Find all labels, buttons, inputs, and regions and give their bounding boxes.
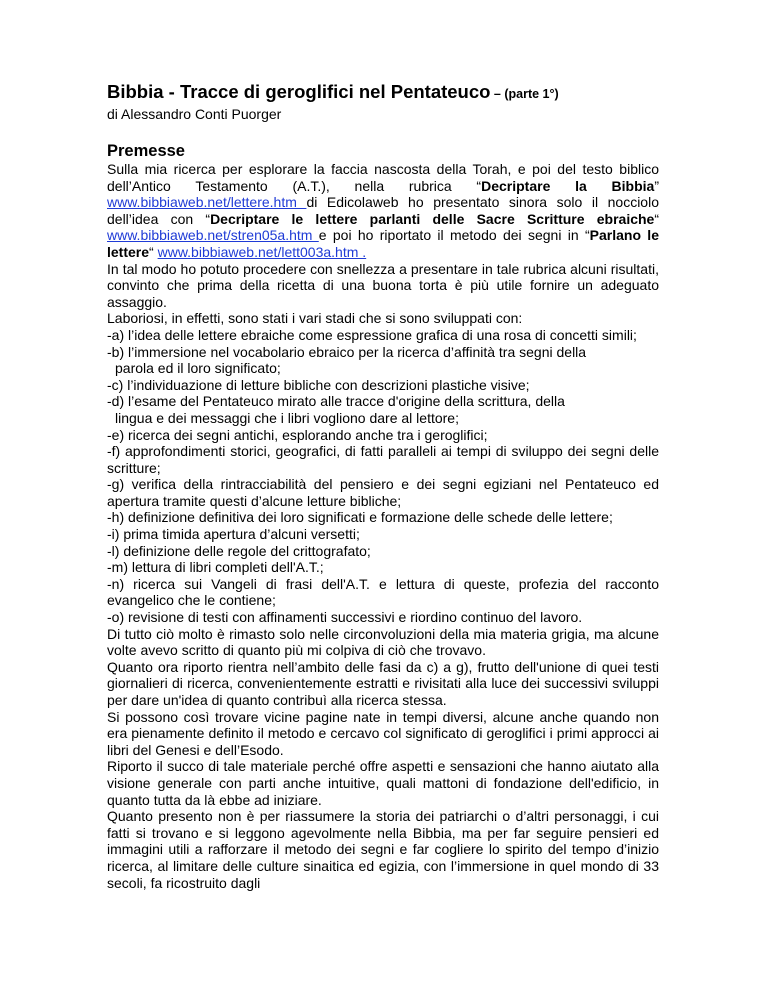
list-item-a: -a) l’idea delle lettere ebraiche come espressione grafica di una rosa di concetti simili;	[107, 326, 637, 343]
title-subtitle: – (parte 1°)	[490, 87, 559, 101]
intro-text-6: “	[149, 243, 158, 260]
list-item-d-line1: -d) l’esame del Pentateuco mirato alle tracce d'origine della scrittura, della	[107, 393, 565, 410]
link-lett003a[interactable]: www.bibbiaweb.net/lett003a.htm .	[157, 243, 367, 260]
paragraph: Laboriosi, in effetti, sono stati i vari stadi che si sono sviluppati con:	[107, 310, 523, 327]
bold-title-decriptare: Decriptare la Bibbia	[481, 177, 655, 194]
list-item-g: -g) verifica della rintracciabilità del pensiero e dei segni egiziani nel Pentateuco ed apertura tramite questi d’alcune letture bibliche;	[107, 476, 659, 509]
link-stren05a[interactable]: www.bibbiaweb.net/stren05a.htm	[107, 227, 319, 244]
list-item-n: -n) ricerca sui Vangeli di frasi dell'A.T. e lettura di queste, profezia del racconto evangelico che le contiene;	[107, 575, 659, 609]
section-heading: Premesse	[107, 142, 185, 160]
bold-title-lettere-parlanti: Decriptare le lettere parlanti delle Sacre Scritture ebraiche	[210, 210, 655, 227]
bold-title-parlano: Parlano le lettere	[107, 227, 659, 260]
list-item-b-line2: parola ed il loro significato;	[115, 360, 281, 377]
title-main: Bibbia - Tracce di geroglifici nel Pentateuco	[107, 81, 491, 102]
document-body	[107, 161, 659, 891]
intro-text-2: ”	[654, 177, 659, 194]
paragraph: Riporto il succo di tale materiale perché offre aspetti e sensazioni che hanno aiutato alla visione generale con parti anche intuitive, quali mattoni di fondazione dell'edificio, in quanto tutta da là ebbe ad iniziare.	[107, 758, 659, 808]
list-item-l: -l) definizione delle regole del crittografato;	[107, 542, 371, 559]
paragraph: Si possono così trovare vicine pagine nate in tempi diversi, alcune anche quando non era pienamente definito il metodo e cercavo col significato di geroglifici i primi approcci ai libri del Genesi e dell’Esodo.	[107, 708, 659, 758]
list-item-d-line2: lingua e dei messaggi che i libri vogliono dare al lettore;	[115, 409, 459, 426]
intro-text-3: di Edicolaweb ho presentato sinora solo il nocciolo dell’idea con “	[107, 194, 659, 227]
document-page	[107, 80, 659, 891]
list-item-m: -m) lettura di libri completi dell'A.T.;	[107, 559, 324, 576]
list-item-b	[107, 344, 659, 377]
intro-text-5: e poi ho riportato il metodo dei segni in “	[318, 227, 590, 244]
list-item-i: -i) prima timida apertura d’alcuni versetti;	[107, 526, 360, 543]
list-item-b-line1: -b) l’immersione nel vocabolario ebraico per la ricerca d’affinità tra segni della	[107, 343, 587, 360]
list-item-f: -f) approfondimenti storici, geografici, di fatti paralleli ai tempi di sviluppo dei segni delle scritture;	[107, 443, 659, 476]
intro-paragraph	[107, 161, 659, 261]
list-item-h: -h) definizione definitiva dei loro significati e formazione delle schede delle lettere;	[107, 509, 613, 526]
intro-text-1: Sulla mia ricerca per esplorare la faccia nascosta della Torah, e poi del testo biblico dell’Antico Testamento (A.T.), nella rubrica “	[107, 161, 659, 194]
list-item-o: -o) revisione di testi con affinamenti successivi e riordino continuo del lavoro.	[107, 609, 583, 626]
list-item-e: -e) ricerca dei segni antichi, esplorando anche tra i geroglifici;	[107, 426, 488, 443]
paragraph: Di tutto ciò molto è rimasto solo nelle circonvoluzioni della mia materia grigia, ma alcune volte avevo scritto di quanto più mi colpiva di ciò che trovavo.	[107, 625, 659, 659]
paragraph: In tal modo ho potuto procedere con snellezza a presentare in tale rubrica alcuni risultati, convinto che prima della ricetta di una buona torta è più utile fornire un adeguato assaggio.	[107, 260, 659, 310]
paragraph: Quanto presento non è per riassumere la storia dei patriarchi o d’altri personaggi, i cui fatti si trovano e si leggono agevolmente nella Bibbia, ma per far seguire pensieri ed immagini utili a rafforzare il metodo dei segni e far cogliere lo spirito del tempo d’inizio ricerca, al limitare delle culture sinaitica ed egizia, con l’immersione in quel mondo di 33 secoli, fa ricostruito dagli	[107, 808, 659, 891]
list-item-d	[107, 393, 659, 426]
author-line: di Alessandro Conti Puorger	[107, 106, 282, 122]
document-title	[107, 80, 659, 106]
intro-text-4: “	[654, 210, 660, 227]
link-lettere[interactable]: www.bibbiaweb.net/lettere.htm	[107, 194, 307, 211]
list-item-c: -c) l’individuazione di letture bibliche con descrizioni plastiche visive;	[107, 376, 530, 393]
paragraph: Quanto ora riporto rientra nell’ambito delle fasi da c) a g), frutto dell'unione di quei testi giornalieri di ricerca, convenientemente estratti e rivisitati alla luce dei successivi sviluppi per dare un'idea di quanto contribuì alla ricerca stessa.	[107, 658, 659, 708]
